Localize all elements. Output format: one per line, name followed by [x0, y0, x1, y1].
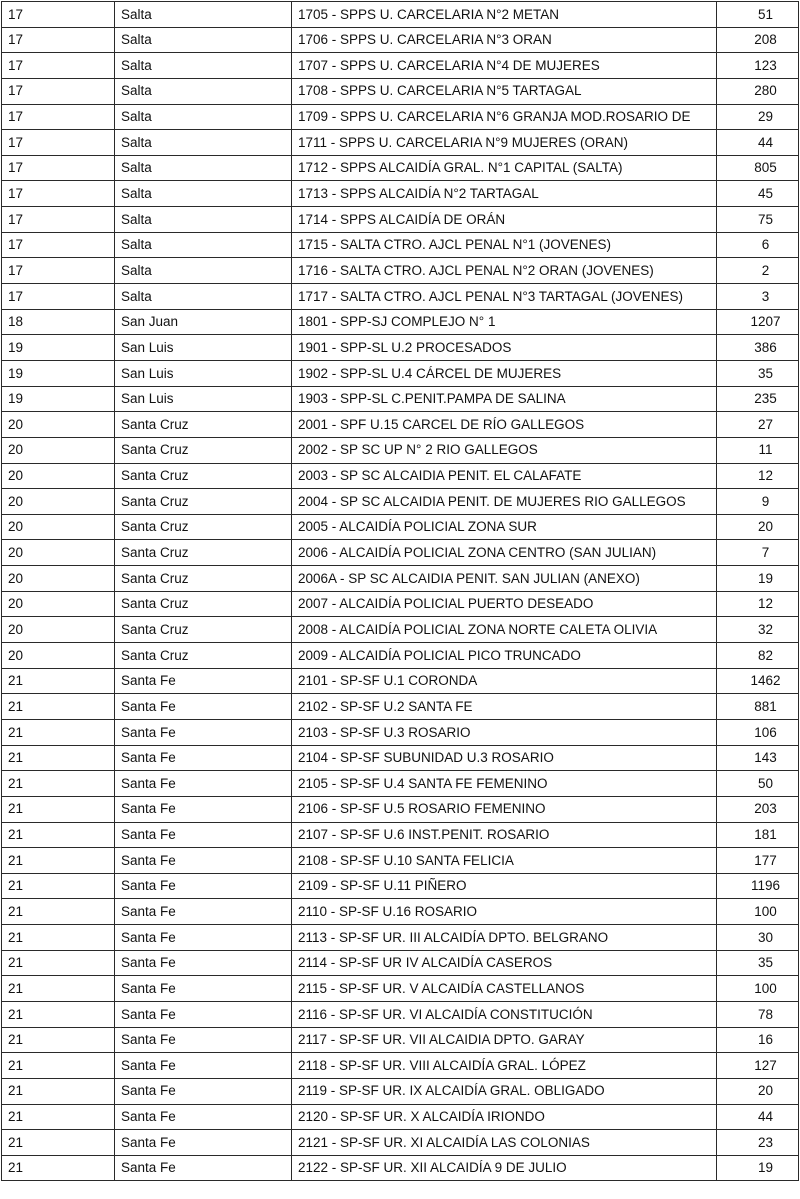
table-row: [2, 130, 799, 156]
inmate-count-cell: 106: [717, 719, 799, 745]
province-code-cell: 21: [2, 796, 115, 822]
unit-name-cell: 2110 - SP-SF U.16 ROSARIO: [292, 899, 717, 925]
inmate-count-cell: 2: [717, 258, 799, 284]
unit-name-cell: 1712 - SPPS ALCAIDÍA GRAL. N°1 CAPITAL (SALTA): [292, 155, 717, 181]
inmate-count-cell: 82: [717, 643, 799, 669]
province-name-cell: Santa Fe: [115, 848, 292, 874]
unit-name-cell: 2120 - SP-SF UR. X ALCAIDÍA IRIONDO: [292, 1104, 717, 1130]
inmate-count-cell: 20: [717, 514, 799, 540]
province-code-cell: 17: [2, 284, 115, 310]
inmate-count-cell: 32: [717, 617, 799, 643]
unit-name-cell: 2001 - SPF U.15 CARCEL DE RÍO GALLEGOS: [292, 412, 717, 438]
unit-name-cell: 2108 - SP-SF U.10 SANTA FELICIA: [292, 848, 717, 874]
inmate-count-cell: 127: [717, 1053, 799, 1079]
province-code-cell: 21: [2, 976, 115, 1002]
table-body: [2, 2, 799, 1181]
province-name-cell: Salta: [115, 78, 292, 104]
province-name-cell: Santa Cruz: [115, 412, 292, 438]
unit-name-cell: 2114 - SP-SF UR IV ALCAIDÍA CASEROS: [292, 950, 717, 976]
province-code-cell: 20: [2, 489, 115, 515]
inmate-count-cell: 7: [717, 540, 799, 566]
province-code-cell: 17: [2, 232, 115, 258]
table-row: [2, 181, 799, 207]
province-name-cell: Salta: [115, 284, 292, 310]
table-row: [2, 566, 799, 592]
table-row: [2, 1027, 799, 1053]
province-name-cell: Santa Fe: [115, 668, 292, 694]
province-code-cell: 21: [2, 719, 115, 745]
province-code-cell: 21: [2, 822, 115, 848]
province-code-cell: 21: [2, 1155, 115, 1181]
unit-name-cell: 1713 - SPPS ALCAIDÍA N°2 TARTAGAL: [292, 181, 717, 207]
table-row: [2, 412, 799, 438]
table-row: [2, 53, 799, 79]
table-row: [2, 1078, 799, 1104]
province-name-cell: Santa Fe: [115, 1155, 292, 1181]
province-code-cell: 21: [2, 694, 115, 720]
table-row: [2, 591, 799, 617]
province-code-cell: 21: [2, 1104, 115, 1130]
table-row: [2, 27, 799, 53]
table-row: [2, 1155, 799, 1181]
unit-name-cell: 2105 - SP-SF U.4 SANTA FE FEMENINO: [292, 771, 717, 797]
table-row: [2, 617, 799, 643]
province-name-cell: Santa Fe: [115, 1078, 292, 1104]
unit-name-cell: 1901 - SPP-SL U.2 PROCESADOS: [292, 335, 717, 361]
unit-name-cell: 1715 - SALTA CTRO. AJCL PENAL N°1 (JOVENES): [292, 232, 717, 258]
province-name-cell: Santa Fe: [115, 873, 292, 899]
province-code-cell: 17: [2, 207, 115, 233]
province-code-cell: 21: [2, 1001, 115, 1027]
inmate-count-cell: 11: [717, 437, 799, 463]
province-code-cell: 20: [2, 514, 115, 540]
province-name-cell: Santa Fe: [115, 1104, 292, 1130]
inmate-count-cell: 181: [717, 822, 799, 848]
unit-name-cell: 2101 - SP-SF U.1 CORONDA: [292, 668, 717, 694]
unit-name-cell: 1706 - SPPS U. CARCELARIA N°3 ORAN: [292, 27, 717, 53]
province-name-cell: Santa Fe: [115, 1001, 292, 1027]
province-name-cell: Salta: [115, 155, 292, 181]
table-row: [2, 899, 799, 925]
province-name-cell: Santa Fe: [115, 1027, 292, 1053]
province-code-cell: 17: [2, 27, 115, 53]
province-code-cell: 17: [2, 155, 115, 181]
table-row: [2, 155, 799, 181]
table-row: [2, 873, 799, 899]
province-name-cell: Salta: [115, 207, 292, 233]
table-row: [2, 1001, 799, 1027]
table-row: [2, 796, 799, 822]
unit-name-cell: 2109 - SP-SF U.11 PIÑERO: [292, 873, 717, 899]
inmate-count-cell: 805: [717, 155, 799, 181]
unit-name-cell: 2005 - ALCAIDÍA POLICIAL ZONA SUR: [292, 514, 717, 540]
unit-name-cell: 2003 - SP SC ALCAIDIA PENIT. EL CALAFATE: [292, 463, 717, 489]
unit-name-cell: 1714 - SPPS ALCAIDÍA DE ORÁN: [292, 207, 717, 233]
unit-name-cell: 2106 - SP-SF U.5 ROSARIO FEMENINO: [292, 796, 717, 822]
table-row: [2, 489, 799, 515]
unit-name-cell: 2006A - SP SC ALCAIDIA PENIT. SAN JULIAN (ANEXO): [292, 566, 717, 592]
table-row: [2, 207, 799, 233]
province-code-cell: 21: [2, 873, 115, 899]
inmate-count-cell: 12: [717, 463, 799, 489]
inmate-count-cell: 1196: [717, 873, 799, 899]
province-code-cell: 19: [2, 335, 115, 361]
province-name-cell: San Luis: [115, 386, 292, 412]
inmate-count-cell: 12: [717, 591, 799, 617]
province-name-cell: Santa Cruz: [115, 617, 292, 643]
unit-name-cell: 2121 - SP-SF UR. XI ALCAIDÍA LAS COLONIAS: [292, 1130, 717, 1156]
province-name-cell: Santa Cruz: [115, 463, 292, 489]
table-row: [2, 437, 799, 463]
unit-name-cell: 2117 - SP-SF UR. VII ALCAIDIA DPTO. GARAY: [292, 1027, 717, 1053]
province-code-cell: 17: [2, 53, 115, 79]
province-name-cell: San Luis: [115, 360, 292, 386]
province-code-cell: 21: [2, 1027, 115, 1053]
table-row: [2, 232, 799, 258]
unit-name-cell: 2002 - SP SC UP N° 2 RIO GALLEGOS: [292, 437, 717, 463]
unit-name-cell: 2104 - SP-SF SUBUNIDAD U.3 ROSARIO: [292, 745, 717, 771]
table-row: [2, 463, 799, 489]
province-name-cell: Santa Fe: [115, 950, 292, 976]
unit-name-cell: 2006 - ALCAIDÍA POLICIAL ZONA CENTRO (SAN JULIAN): [292, 540, 717, 566]
province-name-cell: Santa Fe: [115, 822, 292, 848]
province-code-cell: 20: [2, 437, 115, 463]
inmate-count-cell: 280: [717, 78, 799, 104]
unit-name-cell: 2103 - SP-SF U.3 ROSARIO: [292, 719, 717, 745]
province-name-cell: Salta: [115, 53, 292, 79]
province-code-cell: 21: [2, 771, 115, 797]
inmate-count-cell: 75: [717, 207, 799, 233]
table-row: [2, 2, 799, 28]
province-name-cell: Santa Fe: [115, 796, 292, 822]
inmate-count-cell: 35: [717, 950, 799, 976]
inmate-count-cell: 203: [717, 796, 799, 822]
inmate-count-cell: 6: [717, 232, 799, 258]
inmate-count-cell: 20: [717, 1078, 799, 1104]
inmate-count-cell: 29: [717, 104, 799, 130]
inmate-count-cell: 44: [717, 130, 799, 156]
province-name-cell: Santa Cruz: [115, 591, 292, 617]
unit-name-cell: 2004 - SP SC ALCAIDIA PENIT. DE MUJERES RIO GALLEGOS: [292, 489, 717, 515]
province-code-cell: 20: [2, 566, 115, 592]
inmate-count-cell: 78: [717, 1001, 799, 1027]
province-name-cell: Santa Cruz: [115, 489, 292, 515]
inmate-count-cell: 3: [717, 284, 799, 310]
table-row: [2, 360, 799, 386]
table-row: [2, 950, 799, 976]
unit-name-cell: 1708 - SPPS U. CARCELARIA N°5 TARTAGAL: [292, 78, 717, 104]
table-row: [2, 1130, 799, 1156]
province-name-cell: Santa Cruz: [115, 643, 292, 669]
table-row: [2, 309, 799, 335]
unit-name-cell: 1707 - SPPS U. CARCELARIA N°4 DE MUJERES: [292, 53, 717, 79]
table-row: [2, 925, 799, 951]
inmate-count-cell: 143: [717, 745, 799, 771]
province-name-cell: Salta: [115, 258, 292, 284]
inmate-count-cell: 386: [717, 335, 799, 361]
inmate-count-cell: 235: [717, 386, 799, 412]
inmate-count-cell: 100: [717, 976, 799, 1002]
province-name-cell: Santa Fe: [115, 694, 292, 720]
table-row: [2, 78, 799, 104]
inmate-count-cell: 123: [717, 53, 799, 79]
inmate-count-cell: 35: [717, 360, 799, 386]
province-code-cell: 21: [2, 950, 115, 976]
table-row: [2, 668, 799, 694]
table-row: [2, 335, 799, 361]
unit-name-cell: 2115 - SP-SF UR. V ALCAIDÍA CASTELLANOS: [292, 976, 717, 1002]
table-row: [2, 540, 799, 566]
inmate-count-cell: 177: [717, 848, 799, 874]
inmate-count-cell: 23: [717, 1130, 799, 1156]
province-code-cell: 17: [2, 104, 115, 130]
province-code-cell: 21: [2, 668, 115, 694]
province-code-cell: 21: [2, 925, 115, 951]
unit-name-cell: 1705 - SPPS U. CARCELARIA N°2 METAN: [292, 2, 717, 28]
province-code-cell: 21: [2, 899, 115, 925]
province-name-cell: Santa Fe: [115, 719, 292, 745]
province-name-cell: Santa Cruz: [115, 540, 292, 566]
unit-name-cell: 2008 - ALCAIDÍA POLICIAL ZONA NORTE CALETA OLIVIA: [292, 617, 717, 643]
table-row: [2, 822, 799, 848]
province-code-cell: 21: [2, 1078, 115, 1104]
province-name-cell: Santa Fe: [115, 899, 292, 925]
inmate-count-cell: 27: [717, 412, 799, 438]
unit-name-cell: 1801 - SPP-SJ COMPLEJO N° 1: [292, 309, 717, 335]
province-name-cell: Santa Fe: [115, 976, 292, 1002]
province-name-cell: Salta: [115, 2, 292, 28]
province-name-cell: San Luis: [115, 335, 292, 361]
province-name-cell: Salta: [115, 130, 292, 156]
table-row: [2, 643, 799, 669]
table-row: [2, 694, 799, 720]
table-row: [2, 284, 799, 310]
unit-name-cell: 1903 - SPP-SL C.PENIT.PAMPA DE SALINA: [292, 386, 717, 412]
table-row: [2, 514, 799, 540]
province-code-cell: 20: [2, 591, 115, 617]
inmate-count-cell: 45: [717, 181, 799, 207]
province-name-cell: Santa Fe: [115, 1130, 292, 1156]
unit-name-cell: 2102 - SP-SF U.2 SANTA FE: [292, 694, 717, 720]
unit-name-cell: 1716 - SALTA CTRO. AJCL PENAL N°2 ORAN (JOVENES): [292, 258, 717, 284]
unit-name-cell: 1711 - SPPS U. CARCELARIA N°9 MUJERES (ORAN): [292, 130, 717, 156]
inmate-count-cell: 881: [717, 694, 799, 720]
province-code-cell: 21: [2, 745, 115, 771]
province-name-cell: Salta: [115, 181, 292, 207]
inmate-count-cell: 30: [717, 925, 799, 951]
province-name-cell: Salta: [115, 232, 292, 258]
province-code-cell: 17: [2, 181, 115, 207]
inmate-count-cell: 1207: [717, 309, 799, 335]
province-code-cell: 21: [2, 848, 115, 874]
unit-name-cell: 1709 - SPPS U. CARCELARIA N°6 GRANJA MOD.ROSARIO DE: [292, 104, 717, 130]
prison-units-table: [1, 1, 799, 1181]
province-code-cell: 19: [2, 386, 115, 412]
inmate-count-cell: 1462: [717, 668, 799, 694]
province-code-cell: 20: [2, 643, 115, 669]
province-name-cell: Salta: [115, 104, 292, 130]
inmate-count-cell: 9: [717, 489, 799, 515]
province-code-cell: 20: [2, 617, 115, 643]
province-name-cell: Salta: [115, 27, 292, 53]
table-row: [2, 848, 799, 874]
table-row: [2, 1053, 799, 1079]
table-row: [2, 1104, 799, 1130]
table-row: [2, 745, 799, 771]
unit-name-cell: 2009 - ALCAIDÍA POLICIAL PICO TRUNCADO: [292, 643, 717, 669]
province-name-cell: San Juan: [115, 309, 292, 335]
table-row: [2, 719, 799, 745]
province-code-cell: 17: [2, 78, 115, 104]
inmate-count-cell: 19: [717, 566, 799, 592]
province-name-cell: Santa Cruz: [115, 514, 292, 540]
inmate-count-cell: 44: [717, 1104, 799, 1130]
province-code-cell: 21: [2, 1053, 115, 1079]
province-code-cell: 20: [2, 540, 115, 566]
inmate-count-cell: 16: [717, 1027, 799, 1053]
province-name-cell: Santa Fe: [115, 745, 292, 771]
inmate-count-cell: 19: [717, 1155, 799, 1181]
table-row: [2, 104, 799, 130]
province-code-cell: 20: [2, 463, 115, 489]
unit-name-cell: 1902 - SPP-SL U.4 CÁRCEL DE MUJERES: [292, 360, 717, 386]
inmate-count-cell: 100: [717, 899, 799, 925]
inmate-count-cell: 50: [717, 771, 799, 797]
province-name-cell: Santa Fe: [115, 1053, 292, 1079]
province-code-cell: 17: [2, 2, 115, 28]
province-code-cell: 21: [2, 1130, 115, 1156]
province-code-cell: 17: [2, 258, 115, 284]
table-row: [2, 258, 799, 284]
table-row: [2, 771, 799, 797]
province-code-cell: 19: [2, 360, 115, 386]
table-row: [2, 386, 799, 412]
unit-name-cell: 2007 - ALCAIDÍA POLICIAL PUERTO DESEADO: [292, 591, 717, 617]
unit-name-cell: 2107 - SP-SF U.6 INST.PENIT. ROSARIO: [292, 822, 717, 848]
province-code-cell: 20: [2, 412, 115, 438]
unit-name-cell: 2116 - SP-SF UR. VI ALCAIDÍA CONSTITUCIÓN: [292, 1001, 717, 1027]
unit-name-cell: 2118 - SP-SF UR. VIII ALCAIDÍA GRAL. LÓPEZ: [292, 1053, 717, 1079]
province-name-cell: Santa Fe: [115, 925, 292, 951]
province-name-cell: Santa Fe: [115, 771, 292, 797]
table-row: [2, 976, 799, 1002]
unit-name-cell: 2119 - SP-SF UR. IX ALCAIDÍA GRAL. OBLIGADO: [292, 1078, 717, 1104]
province-code-cell: 17: [2, 130, 115, 156]
province-name-cell: Santa Cruz: [115, 566, 292, 592]
inmate-count-cell: 51: [717, 2, 799, 28]
unit-name-cell: 2122 - SP-SF UR. XII ALCAIDÍA 9 DE JULIO: [292, 1155, 717, 1181]
unit-name-cell: 1717 - SALTA CTRO. AJCL PENAL N°3 TARTAGAL (JOVENES): [292, 284, 717, 310]
inmate-count-cell: 208: [717, 27, 799, 53]
unit-name-cell: 2113 - SP-SF UR. III ALCAIDÍA DPTO. BELGRANO: [292, 925, 717, 951]
province-name-cell: Santa Cruz: [115, 437, 292, 463]
province-code-cell: 18: [2, 309, 115, 335]
